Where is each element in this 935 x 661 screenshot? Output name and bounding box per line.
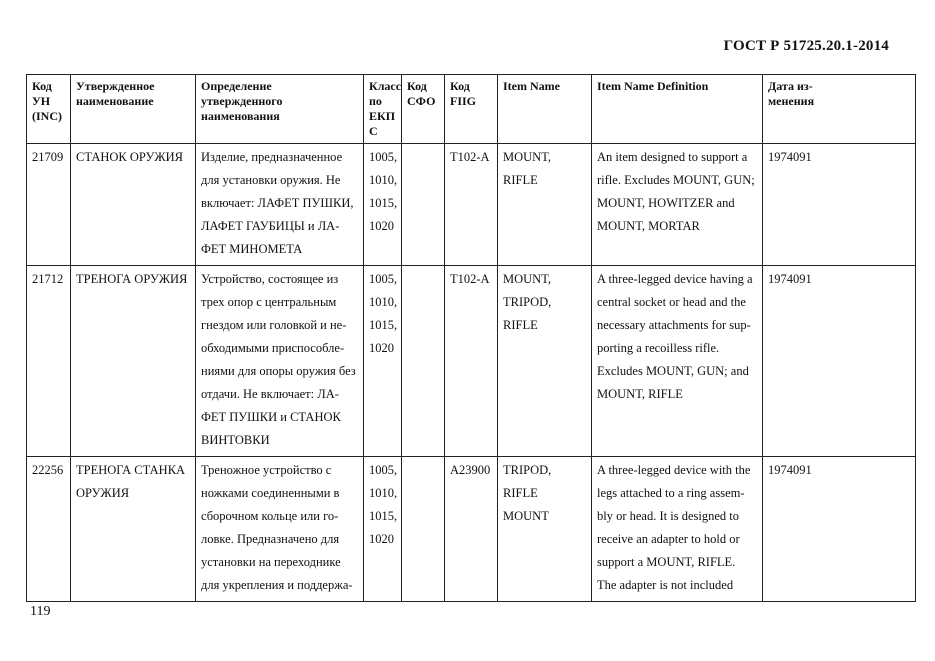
cell-item-name: MOUNT, RIFLE bbox=[498, 144, 592, 266]
cell-approved-name: ТРЕНОГА СТАНКА ОРУЖИЯ bbox=[71, 457, 196, 602]
cell-inc: 21712 bbox=[27, 266, 71, 457]
cell-sfo bbox=[402, 457, 445, 602]
cell-fiig: A23900 bbox=[445, 457, 498, 602]
cell-definition: Изделие, предназначенное для установки оружия. Не включает: ЛАФЕТ ПУШКИ, ЛАФЕТ ГАУБИЦЫ и ЛА- ФЕТ МИНОМЕТА bbox=[196, 144, 364, 266]
column-header-change-date: Дата из- менения bbox=[763, 75, 916, 144]
column-header-item-name: Item Name bbox=[498, 75, 592, 144]
table-row bbox=[27, 457, 916, 602]
table-row bbox=[27, 266, 916, 457]
column-header-sfo: Код СФО bbox=[402, 75, 445, 144]
cell-fiig: T102-A bbox=[445, 144, 498, 266]
cell-item-name: TRIPOD, RIFLE MOUNT bbox=[498, 457, 592, 602]
cell-sfo bbox=[402, 144, 445, 266]
cell-inc: 22256 bbox=[27, 457, 71, 602]
column-header-item-definition: Item Name Definition bbox=[592, 75, 763, 144]
cell-change-date: 1974091 bbox=[763, 266, 916, 457]
cell-fiig: T102-A bbox=[445, 266, 498, 457]
table-header-row bbox=[27, 75, 916, 144]
cell-inc: 21709 bbox=[27, 144, 71, 266]
cell-class: 1005, 1010, 1015, 1020 bbox=[364, 266, 402, 457]
column-header-class: Класс по ЕКП С bbox=[364, 75, 402, 144]
document-standard-title: ГОСТ Р 51725.20.1-2014 bbox=[723, 38, 889, 54]
cell-definition: Устройство, состоящее из трех опор с центральным гнездом или головкой и не- обходимыми приспособле- ниями для опоры оружия без отдачи. Не включает: ЛА- ФЕТ ПУШКИ и СТАНОК ВИНТОВКИ bbox=[196, 266, 364, 457]
table-row bbox=[27, 144, 916, 266]
cell-approved-name: СТАНОК ОРУЖИЯ bbox=[71, 144, 196, 266]
nomenclature-table bbox=[26, 74, 916, 602]
cell-change-date: 1974091 bbox=[763, 457, 916, 602]
cell-item-name: MOUNT, TRIPOD, RIFLE bbox=[498, 266, 592, 457]
cell-class: 1005, 1010, 1015, 1020 bbox=[364, 457, 402, 602]
column-header-definition: Определение утвержденного наименования bbox=[196, 75, 364, 144]
cell-definition: Треножное устройство с ножками соединенными в сборочном кольце или го- ловке. Предназначено для установки на переходнике для укрепления и поддержа- bbox=[196, 457, 364, 602]
cell-item-definition: A three-legged device having a central socket or head and the necessary attachments for sup- porting a recoilless rifle. Excludes MOUNT, GUN; and MOUNT, RIFLE bbox=[592, 266, 763, 457]
column-header-approved-name: Утвержденное наименование bbox=[71, 75, 196, 144]
cell-change-date: 1974091 bbox=[763, 144, 916, 266]
cell-item-definition: An item designed to support a rifle. Excludes MOUNT, GUN; MOUNT, HOWITZER and MOUNT, MORTAR bbox=[592, 144, 763, 266]
cell-item-definition: A three-legged device with the legs attached to a ring assem- bly or head. It is designed to receive an adapter to hold or support a MOUNT, RIFLE. The adapter is not included bbox=[592, 457, 763, 602]
page-number: 119 bbox=[30, 604, 51, 619]
cell-class: 1005, 1010, 1015, 1020 bbox=[364, 144, 402, 266]
column-header-inc: Код УН (INC) bbox=[27, 75, 71, 144]
cell-sfo bbox=[402, 266, 445, 457]
cell-approved-name: ТРЕНОГА ОРУЖИЯ bbox=[71, 266, 196, 457]
column-header-fiig: Код FIIG bbox=[445, 75, 498, 144]
